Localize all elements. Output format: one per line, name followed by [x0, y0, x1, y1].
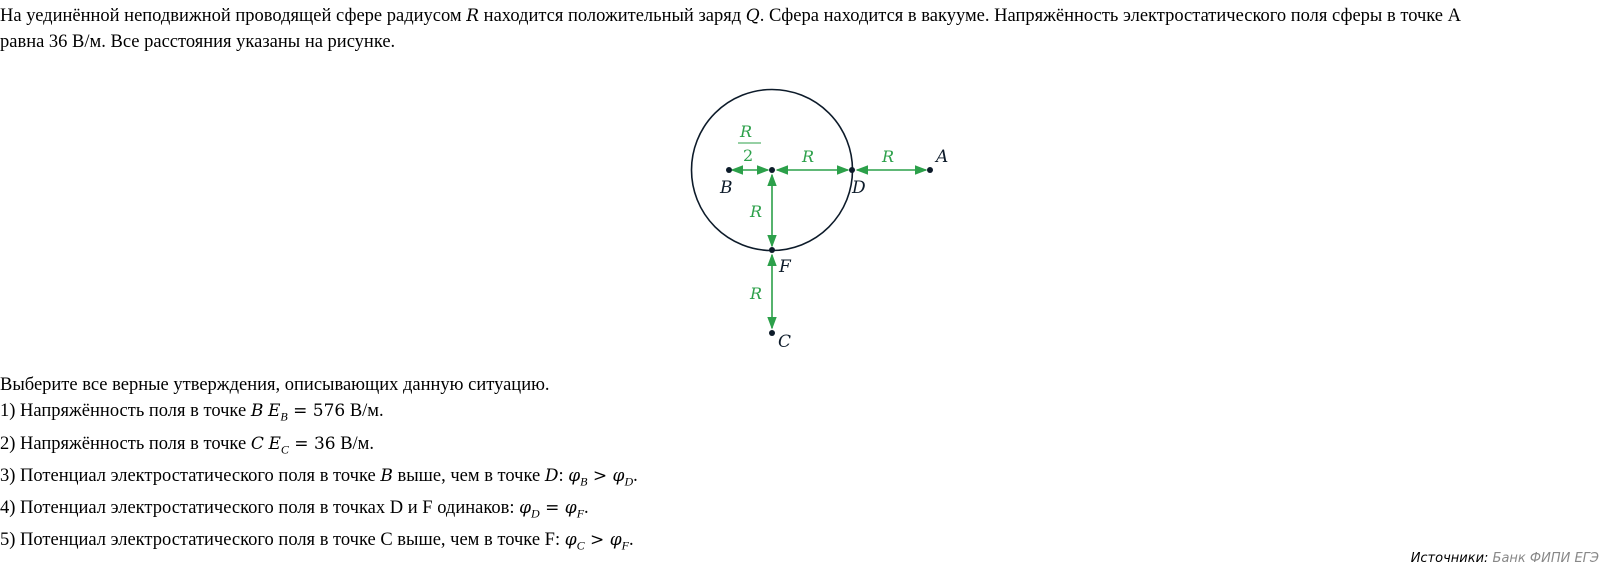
dim-label-R4: R [750, 284, 763, 303]
math: φ [519, 497, 532, 518]
text: . [633, 465, 638, 486]
text: 4) Потенциал электростатического поля в точках D и F одинаков: [0, 497, 520, 518]
math: > φ [584, 529, 622, 550]
math-sub: F [576, 506, 585, 521]
math: = 36 [288, 433, 336, 454]
question-block [0, 372, 638, 559]
text: В/м. [345, 401, 384, 422]
dim-label-R2: R [882, 147, 895, 166]
math-sub: C [576, 538, 585, 553]
dim-label-R1: R [802, 147, 815, 166]
label-B: B [720, 178, 733, 198]
text: На уединённой неподвижной проводящей сфере радиусом [0, 6, 467, 26]
math-sub: B [580, 474, 588, 489]
label-C: C [778, 332, 792, 352]
math-sub: F [621, 538, 629, 553]
text: 1) Напряжённость поля в точке [0, 401, 251, 422]
math-sub: D [531, 506, 540, 521]
question-text: Выберите все верные утверждения, описывающих данную ситуацию. [0, 375, 550, 395]
point-C [769, 330, 775, 336]
math: C [250, 433, 264, 454]
math: E [267, 401, 281, 422]
source-link[interactable]: Банк ФИПИ ЕГЭ [1492, 551, 1599, 566]
label-D: D [852, 178, 866, 198]
math-R: R [466, 6, 480, 26]
text: В/м. [335, 433, 375, 454]
text: находится положительный заряд [479, 6, 746, 26]
text: . [628, 529, 634, 550]
text: 2) Напряжённость поля в точке [0, 433, 251, 454]
source-attribution [1411, 551, 1599, 566]
dim-label-half-num: R [740, 122, 753, 141]
math-sub: B [280, 410, 288, 425]
math: D [544, 465, 559, 486]
math: B [380, 465, 393, 486]
dim-label-half-den: 2 [743, 146, 754, 165]
text: 3) Потенциал электростатического поля в точке [0, 465, 381, 486]
math-sub: D [624, 474, 634, 489]
math: E [268, 433, 281, 454]
statement-1 [0, 398, 638, 430]
text: выше, чем в точке [392, 465, 545, 486]
statement-4 [0, 495, 638, 527]
statement-3 [0, 463, 638, 495]
statement-5 [0, 527, 638, 559]
problem-text [0, 3, 1480, 55]
text: 5) Потенциал электростатического поля в точке C выше, чем в точке F: [0, 529, 565, 550]
source-label: Источники: [1410, 551, 1489, 566]
math: φ [564, 529, 577, 550]
text: : [558, 465, 569, 486]
sphere-diagram [680, 80, 970, 360]
statement-2 [0, 431, 638, 463]
point-F [769, 247, 775, 253]
point-D [849, 167, 855, 173]
math-sub: C [280, 442, 289, 457]
point-B [726, 167, 732, 173]
label-F: F [779, 257, 791, 277]
math-Q: Q [745, 6, 760, 26]
math: = φ [539, 497, 577, 518]
math: φ [568, 465, 581, 486]
point-center [769, 167, 775, 173]
math: = 576 [287, 401, 346, 422]
text: . [584, 497, 589, 518]
math: > φ [587, 465, 625, 486]
dim-label-R3: R [750, 202, 763, 221]
math: B [250, 401, 264, 422]
label-A: A [936, 147, 949, 167]
text: . Сфера находится в вакууме. Напряжённость электростатического поля сферы в точке А равна 36 В/м. Все расстояния указаны на рисунке. [0, 6, 1461, 52]
point-A [927, 167, 933, 173]
